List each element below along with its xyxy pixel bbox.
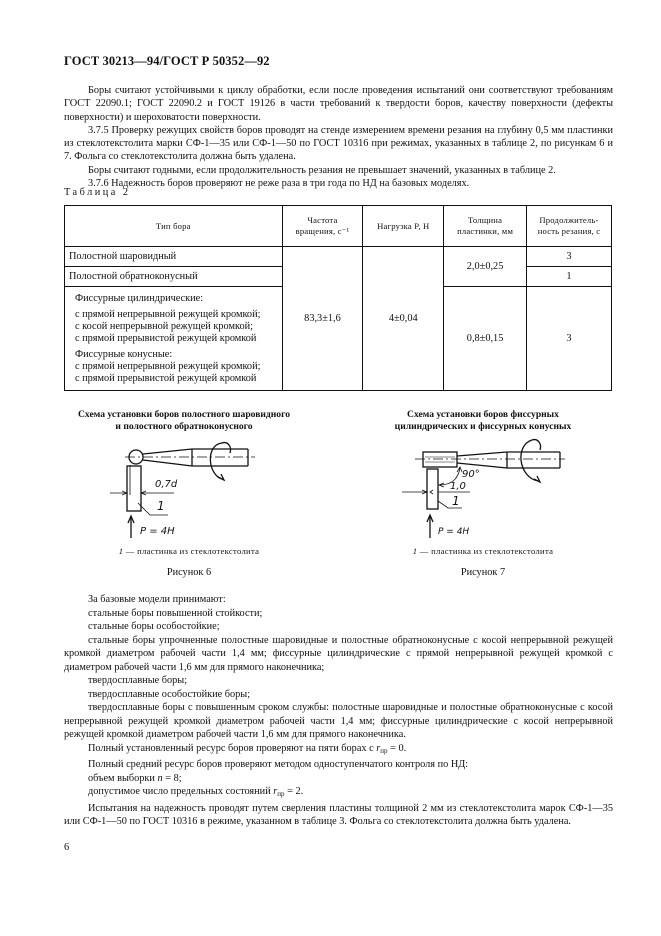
force-label: P = 4H <box>140 526 175 537</box>
group-item: с прямой непрерывной режущей кромкой; <box>75 308 261 320</box>
cell-duration: 1 <box>527 267 612 287</box>
part-label: 1 <box>157 499 165 513</box>
cell-type-group <box>65 287 283 391</box>
table-2 <box>64 205 612 391</box>
column-header: Толщина пластинки, мм <box>444 206 527 247</box>
dim-label: 1,0 <box>450 481 466 492</box>
cell-thickness: 2,0±0,25 <box>444 247 527 287</box>
dim-label: 0,7d <box>155 479 178 490</box>
group-title: Фиссурные конусные: <box>75 348 173 360</box>
table-caption: Таблица 2 <box>64 187 131 198</box>
paragraph-limit-states: допустимое число предельных состояний $r_{пр} = 2$. <box>88 786 304 798</box>
intro-section <box>64 84 613 190</box>
paragraph-sample-size: объем выборки n = 8; <box>88 772 182 784</box>
document-header: ГОСТ 30213—94/ГОСТ Р 50352—92 <box>64 54 270 68</box>
column-header: Тип бора <box>65 206 283 247</box>
page-number: 6 <box>64 842 70 853</box>
group-item: с прямой непрерывной режущей кромкой; <box>75 360 261 372</box>
group-item: с прямой прерывистой режущей кромкой <box>75 372 257 384</box>
paragraph-3-7-6: 3.7.6 Надежность боров проверяют не реже раза в три года по НД на базовых моделях. <box>88 178 470 190</box>
list-item: стальные боры особостойкие; <box>88 621 220 632</box>
column-header: Частота вращения, с⁻¹ <box>282 206 363 247</box>
column-header: Нагрузка P, Н <box>363 206 444 247</box>
angle-label: 90° <box>462 469 480 480</box>
group-item: с косой непрерывной режущей кромкой; <box>75 320 253 332</box>
paragraph-reliability-test: Испытания на надежность проводят путем сверления пластины толщиной 2 мм из стеклотекстолита марок СФ-1—35 или СФ-1—50 по ГОСТ 10316 в режиме, указанном в таблице 3. Фольга со стеклотекстолита должна быть удалена. <box>64 802 613 827</box>
cell-duration: 3 <box>527 287 612 391</box>
figure-7-legend: 1 — пластинка из стеклотекстолита <box>412 546 554 556</box>
cell-frequency: 83,3±1,6 <box>282 247 363 391</box>
part-label: 1 <box>452 494 460 508</box>
paragraph: За базовые модели принимают: <box>88 594 226 605</box>
figure-6-number: Рисунок 6 <box>166 567 212 578</box>
cell-duration: 3 <box>527 247 612 267</box>
column-header: Продолжитель-ность резания, с <box>527 206 612 247</box>
cell-load: 4±0,04 <box>363 247 444 391</box>
group-item: с прямой прерывистой режущей кромкой <box>75 332 257 344</box>
list-item: стальные боры упрочненные полостные шаровидные и полостные обратноконусные с косой непрерывной режущей кромкой диаметром рабочей части 1,4 мм; фиссурные цилиндрические с прямой непрерывной режущей кромкой с диаметром рабочей части 1,6 мм для прямого наконечника; <box>64 634 613 673</box>
list-item: стальные боры повышенной стойкости; <box>88 607 263 619</box>
figure-7-caption: Схема установки боров фиссурных цилиндрических и фиссурных конусных <box>394 409 572 432</box>
base-models-section <box>64 593 613 829</box>
figure-7-number: Рисунок 7 <box>460 567 506 578</box>
cell-type: Полостной шаровидный <box>65 247 283 267</box>
figure-7-diagram <box>400 435 600 540</box>
paragraph: Полный средний ресурс боров проверяют методом одноступенчатого контроля по НД: <box>88 759 469 770</box>
figure-6-legend: 1 — пластинка из стеклотекстолита <box>118 546 260 556</box>
paragraph-3-7-5: 3.7.5 Проверку режущих свойств боров проводят на стенде измерением времени резания на глубину 0,5 мм пластинки из стеклотекстолита марки СФ-1—35 или СФ-1—50 по ГОСТ 10316 при режимах, указанных в таблице 2, по рисункам 6 и 7. Фольга со стеклотекстолита должна быть удалена. <box>64 124 613 163</box>
cell-type: Полостной обратноконусный <box>65 267 283 287</box>
paragraph: Боры считают устойчивыми к циклу обработки, если после проведения испытаний они соответствуют требованиям ГОСТ 22090.1; ГОСТ 22090.2 и ГОСТ 19126 в части требований к твердости боров, качеству поверхности (дефекты поверхности) и шероховатости поверхности. <box>64 85 613 123</box>
list-item: твердосплавные боры; <box>88 675 188 686</box>
group-title: Фиссурные цилиндрические: <box>75 292 204 304</box>
list-item: твердосплавные особостойкие боры; <box>88 688 251 700</box>
table-row <box>65 247 612 267</box>
figure-6-caption: Схема установки боров полостного шаровидного и полостного обратноконусного <box>77 409 291 432</box>
list-item: твердосплавные боры с повышенным сроком службы: полостные шаровидные и полостные обратноконусные с косой непрерывной режущей кромкой диаметром рабочей части 1,4 мм; фиссурные цилиндрические с косой непрерывной режущей кромкой диаметром рабочей части 1,6 мм для прямого наконечника. <box>64 702 613 740</box>
paragraph-full-resource: Полный установленный ресурс боров проверяют на пяти борах с $r_{пр} = 0$. <box>88 742 407 755</box>
cell-thickness: 0,8±0,15 <box>444 287 527 391</box>
paragraph: Боры считают годными, если продолжительность резания не превышает значений, указанных в таблице 2. <box>88 164 556 176</box>
table-header-row <box>65 206 612 247</box>
force-label: P = 4H <box>438 527 470 537</box>
figure-6-diagram <box>100 435 300 540</box>
